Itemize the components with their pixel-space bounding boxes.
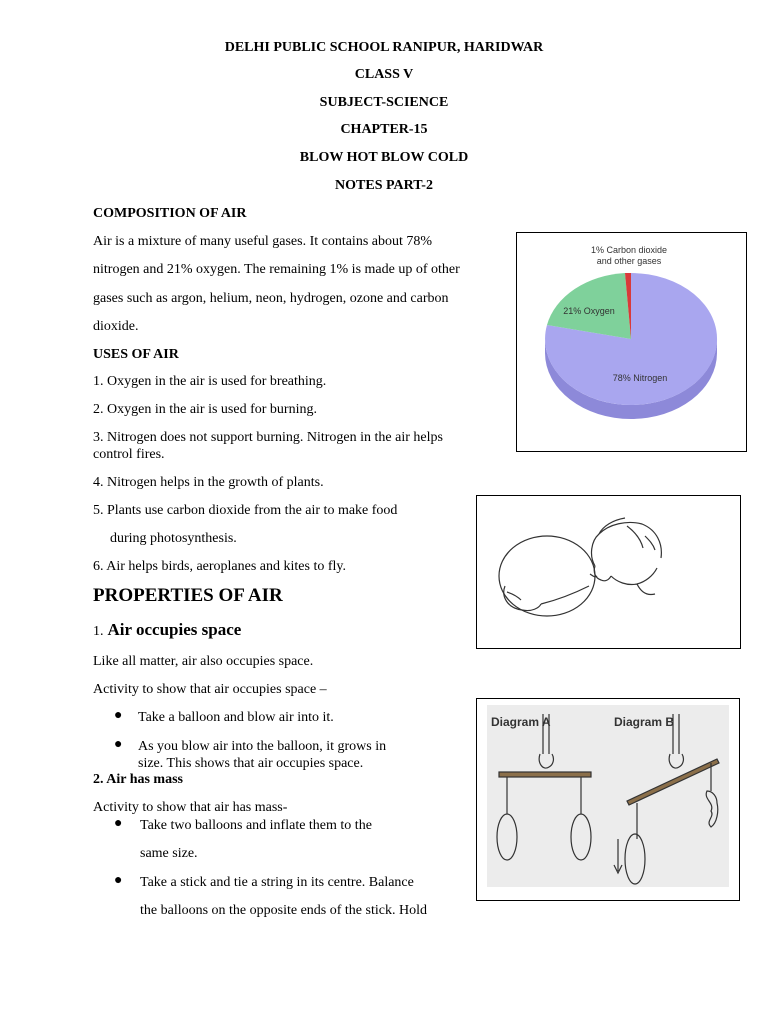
balloon-shape <box>499 536 595 616</box>
activity2-step-2: Take a stick and tie a string in its centre. Balance <box>140 875 414 890</box>
composition-line-2: nitrogen and 21% oxygen. The remaining 1% is made up of other <box>93 262 460 277</box>
composition-line-1: Air is a mixture of many useful gases. It contains about 78% <box>93 234 433 249</box>
uses-num: 6. <box>93 559 104 574</box>
uses-num: 3. <box>93 430 104 445</box>
properties-line-3: Activity to show that air has mass- <box>93 800 288 815</box>
uses-text: Nitrogen helps in the growth of plants. <box>107 475 324 490</box>
balance-balloons-diagram <box>477 699 739 900</box>
uses-item-5 <box>93 502 397 519</box>
uses-text: Plants use carbon dioxide from the air to make food <box>107 503 398 518</box>
chapter-title: BLOW HOT BLOW COLD <box>299 150 469 165</box>
uses-num: 1. <box>93 374 104 389</box>
bullet-icon: ● <box>114 737 123 752</box>
composition-heading: COMPOSITION OF AIR <box>93 206 247 221</box>
properties-line-2: Activity to show that air occupies space – <box>93 682 327 697</box>
uses-heading: USES OF AIR <box>93 347 179 362</box>
uses-item-3-cont: control fires. <box>93 447 165 462</box>
uses-text: Nitrogen does not support burning. Nitrogen in the air helps <box>107 430 443 445</box>
child-blowing-balloon-illustration <box>477 496 740 648</box>
uses-item-5-cont: during photosynthesis. <box>110 531 237 546</box>
uses-item-3 <box>93 429 443 446</box>
uses-item-6 <box>93 558 346 575</box>
pie-label-nitrogen: 78% Nitrogen <box>612 373 668 383</box>
air-composition-pie <box>517 233 746 451</box>
property-2-heading: 2. Air has mass <box>93 772 183 787</box>
bullet-icon: ● <box>114 816 123 831</box>
chapter-label: CHAPTER-15 <box>340 122 428 137</box>
pie-label-co2-line2: and other gases <box>596 256 662 266</box>
uses-item-2 <box>93 401 317 418</box>
activity1-step-2: As you blow air into the balloon, it grows in <box>138 739 387 754</box>
uses-text: Oxygen in the air is used for burning. <box>107 402 317 417</box>
property-1-title: Air occupies space <box>107 620 242 639</box>
uses-num: 2. <box>93 402 104 417</box>
uses-num: 5. <box>93 503 104 518</box>
bullet-icon: ● <box>114 708 123 723</box>
diagram-a-label: Diagram A <box>491 715 551 729</box>
class-label: CLASS V <box>354 67 414 82</box>
uses-text: Air helps birds, aeroplanes and kites to fly. <box>106 559 346 574</box>
uses-num: 4. <box>93 475 104 490</box>
properties-line-1: Like all matter, air also occupies space. <box>93 654 314 669</box>
bullet-icon: ● <box>114 873 123 888</box>
uses-item-4 <box>93 474 324 491</box>
air-composition-figure <box>516 232 747 452</box>
property-1-heading <box>93 620 241 640</box>
notes-label: NOTES PART-2 <box>335 178 433 193</box>
composition-line-4: dioxide. <box>93 319 139 334</box>
pie-label-co2-line1: 1% Carbon dioxide <box>590 245 668 255</box>
properties-heading: PROPERTIES OF AIR <box>93 585 283 606</box>
balloon-blowing-figure <box>476 495 741 649</box>
property-1-num: 1. <box>93 624 104 639</box>
activity2-step-1-cont: same size. <box>140 846 198 861</box>
composition-line-3: gases such as argon, helium, neon, hydrogen, ozone and carbon <box>93 291 449 306</box>
school-name: DELHI PUBLIC SCHOOL RANIPUR, HARIDWAR <box>224 40 544 55</box>
activity1-step-1: Take a balloon and blow air into it. <box>138 710 334 725</box>
uses-text: Oxygen in the air is used for breathing. <box>107 374 327 389</box>
diagram-background <box>487 705 729 887</box>
activity2-step-1: Take two balloons and inflate them to the <box>140 818 372 833</box>
uses-item-1 <box>93 373 326 390</box>
subject-label: SUBJECT-SCIENCE <box>319 95 449 110</box>
activity2-step-2-cont: the balloons on the opposite ends of the stick. Hold <box>140 903 427 918</box>
air-mass-diagram-figure <box>476 698 740 901</box>
activity1-step-2-cont: size. This shows that air occupies space. <box>138 756 364 771</box>
pie-label-oxygen: 21% Oxygen <box>563 306 615 316</box>
diagram-b-label: Diagram B <box>614 715 675 729</box>
